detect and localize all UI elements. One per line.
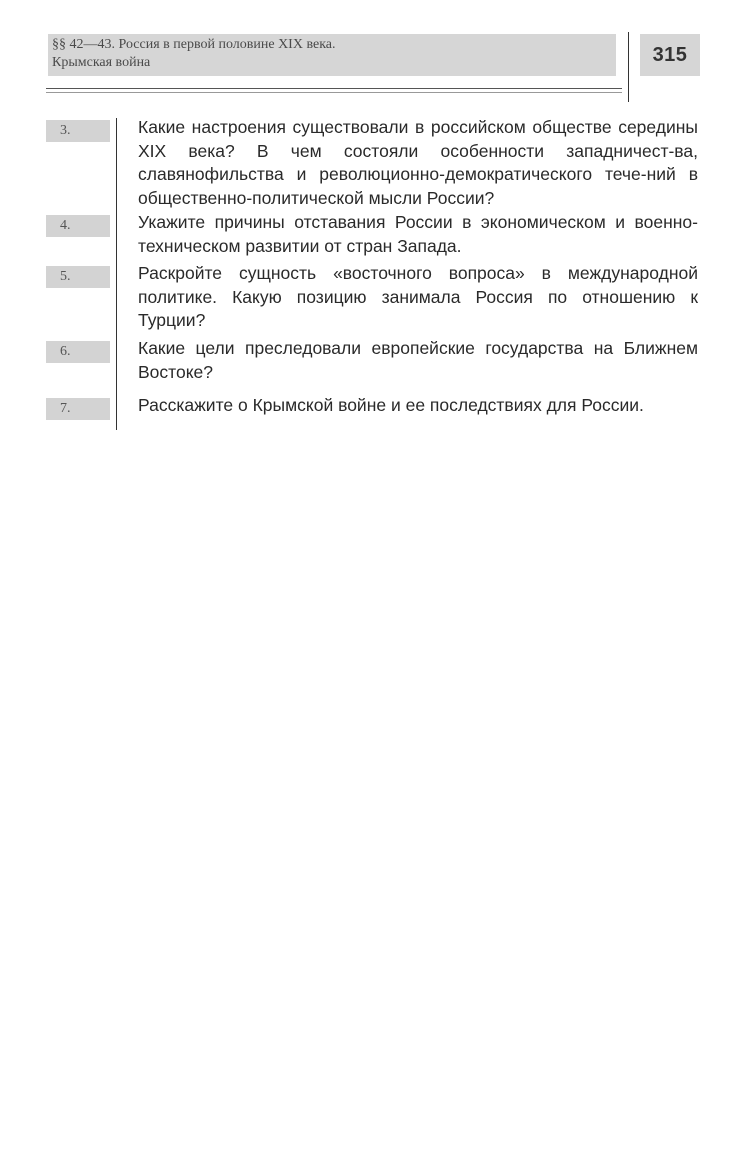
page-number: 315 (652, 44, 688, 66)
question-text: Укажите причины отставания России в экономическом и военно-техническом развитии от стран Запада. (138, 212, 698, 256)
running-header-line-1: §§ 42—43. Россия в первой половине XIX века. (52, 37, 336, 52)
questions-vertical-rule (116, 118, 117, 430)
header-vertical-rule (628, 32, 629, 102)
page-number-box (640, 34, 700, 76)
question-text: Какие цели преследовали европейские государства на Ближнем Востоке? (138, 338, 698, 382)
header-rule-secondary (46, 92, 622, 93)
question-number: 5. (46, 266, 110, 288)
question-number: 3. (46, 120, 110, 142)
question-number: 4. (46, 215, 110, 237)
question-number: 7. (46, 398, 110, 420)
question-text: Раскройте сущность «восточного вопроса» в международной политике. Какую позицию занимала Россия по отношению к Турции? (138, 263, 698, 330)
question-text: Какие настроения существовали в российском обществе середины XIX века? В чем состояли особенности западничест-ва, славянофильства и революционно-демократического тече-ний в общественно-политической мысли России? (138, 117, 698, 208)
question-text: Расскажите о Крымской войне и ее последствиях для России. (138, 395, 644, 415)
running-header-title (52, 36, 612, 72)
header-rule (46, 88, 622, 89)
running-header-line-2: Крымская война (52, 55, 151, 70)
question-number: 6. (46, 341, 110, 363)
